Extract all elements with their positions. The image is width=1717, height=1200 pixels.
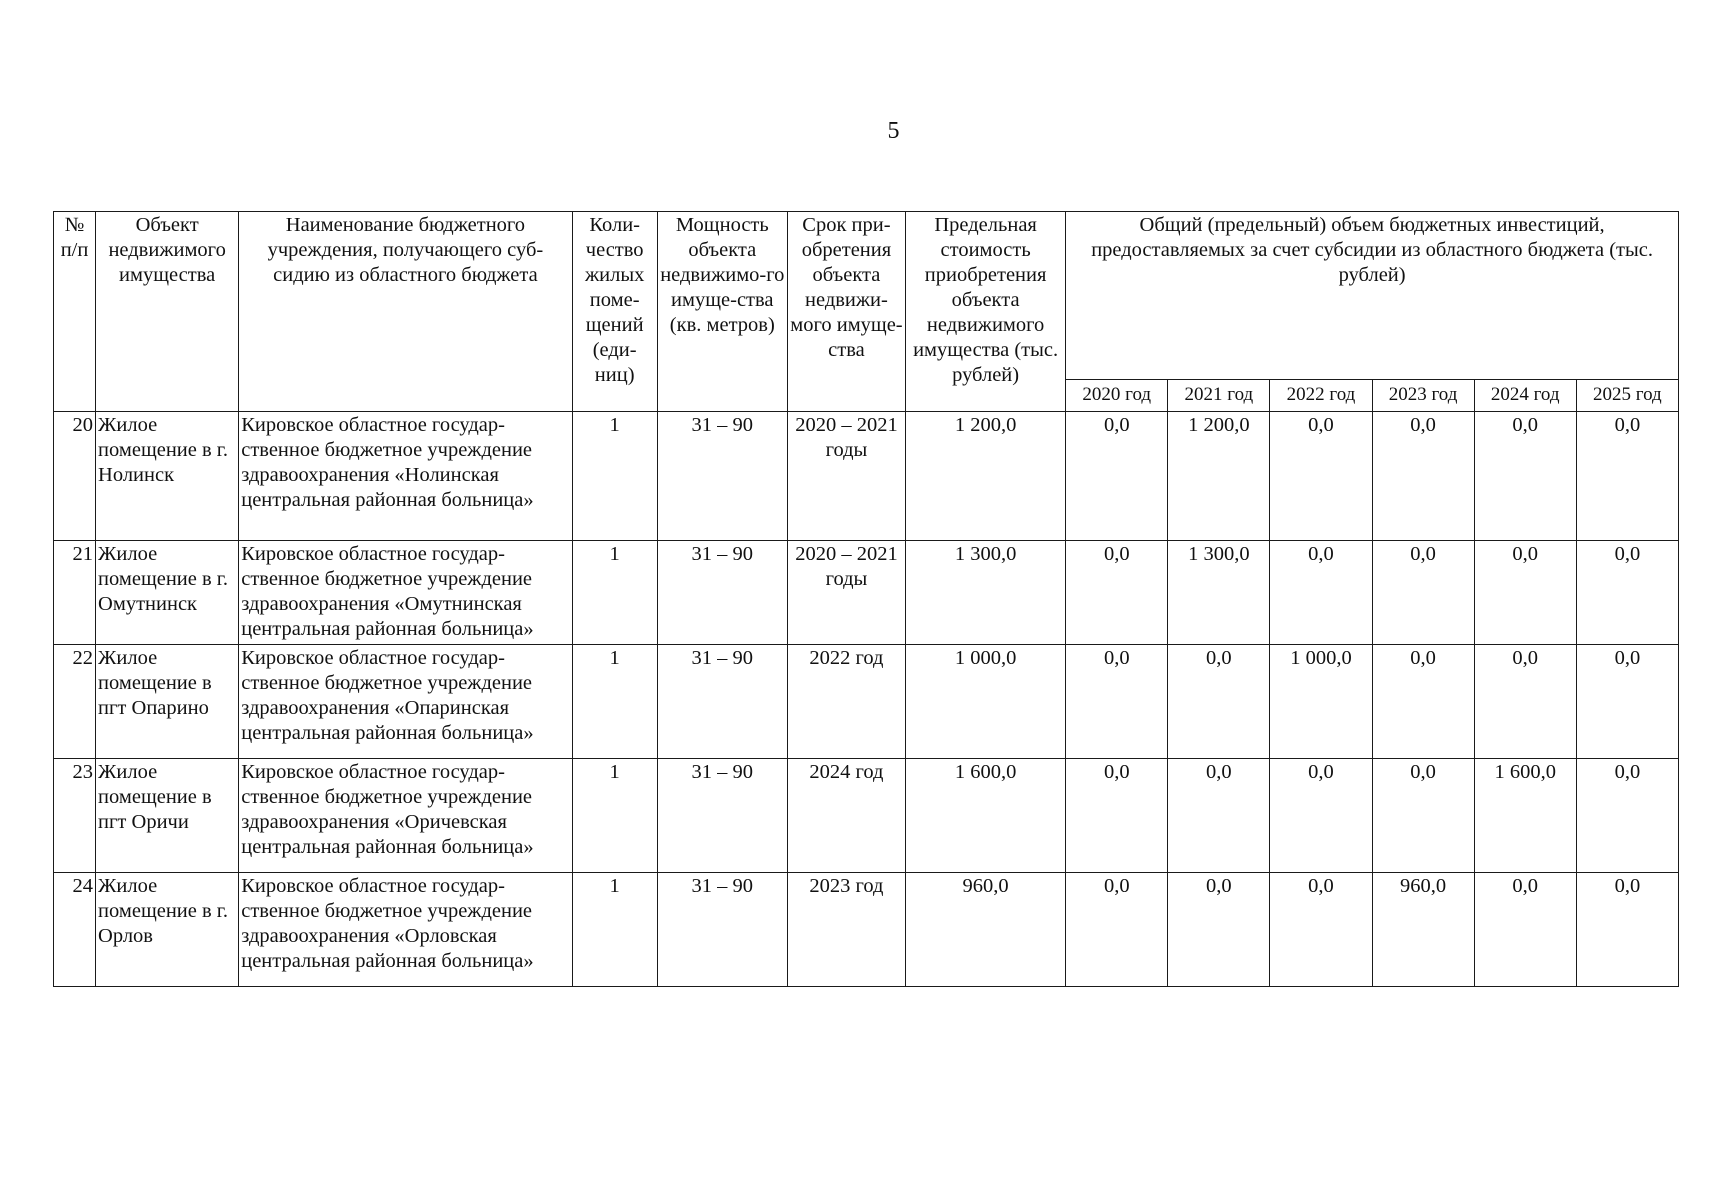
row-num: 22: [54, 645, 96, 759]
row-quantity: 1: [572, 873, 657, 987]
row-cost: 960,0: [906, 873, 1066, 987]
row-institution: Кировское областное государ-ственное бюджетное учреждение здравоохранения «Опаринская центральная районная больница»: [239, 645, 572, 759]
header-capacity: Мощность объекта недвижимо-го имуще-ства (кв. метров): [657, 212, 787, 412]
row-num: 23: [54, 759, 96, 873]
row-year-value: 0,0: [1168, 873, 1270, 987]
table-row: [54, 412, 1679, 541]
row-year-value: 0,0: [1576, 645, 1678, 759]
row-num: 20: [54, 412, 96, 541]
row-term: 2022 год: [787, 645, 905, 759]
header-quantity: Коли-чество жилых поме-щений (еди-ниц): [572, 212, 657, 412]
row-year-value: 1 200,0: [1168, 412, 1270, 541]
row-year-value: 0,0: [1372, 645, 1474, 759]
row-institution: Кировское областное государ-ственное бюджетное учреждение здравоохранения «Оричевская центральная районная больница»: [239, 759, 572, 873]
row-year-value: 1 600,0: [1474, 759, 1576, 873]
row-quantity: 1: [572, 645, 657, 759]
header-year: 2021 год: [1168, 380, 1270, 412]
table-row: [54, 873, 1679, 987]
row-year-value: 0,0: [1474, 412, 1576, 541]
row-object: Жилое помещение в г. Орлов: [96, 873, 239, 987]
row-num: 21: [54, 541, 96, 645]
row-object: Жилое помещение в г. Нолинск: [96, 412, 239, 541]
row-term: 2024 год: [787, 759, 905, 873]
header-year: 2023 год: [1372, 380, 1474, 412]
row-year-value: 0,0: [1576, 873, 1678, 987]
row-cost: 1 300,0: [906, 541, 1066, 645]
row-year-value: 0,0: [1066, 645, 1168, 759]
header-term: Срок при-обретения объекта недвижи-мого имуще-ства: [787, 212, 905, 412]
row-object: Жилое помещение в пгт Опарино: [96, 645, 239, 759]
row-year-value: 0,0: [1372, 541, 1474, 645]
table-row: [54, 541, 1679, 645]
row-year-value: 0,0: [1576, 541, 1678, 645]
row-year-value: 0,0: [1270, 873, 1372, 987]
row-object: Жилое помещение в пгт Оричи: [96, 759, 239, 873]
row-quantity: 1: [572, 759, 657, 873]
row-year-value: 0,0: [1270, 412, 1372, 541]
row-capacity: 31 – 90: [657, 645, 787, 759]
header-year: 2024 год: [1474, 380, 1576, 412]
row-year-value: 0,0: [1576, 412, 1678, 541]
row-year-value: 0,0: [1270, 541, 1372, 645]
row-year-value: 0,0: [1168, 645, 1270, 759]
header-year: 2020 год: [1066, 380, 1168, 412]
row-year-value: 0,0: [1576, 759, 1678, 873]
page-number: 5: [887, 118, 900, 144]
row-year-value: 0,0: [1372, 412, 1474, 541]
row-year-value: 0,0: [1270, 759, 1372, 873]
row-term: 2020 – 2021 годы: [787, 412, 905, 541]
header-num: № п/п: [54, 212, 96, 412]
row-year-value: 0,0: [1168, 759, 1270, 873]
row-cost: 1 600,0: [906, 759, 1066, 873]
row-term: 2020 – 2021 годы: [787, 541, 905, 645]
row-capacity: 31 – 90: [657, 412, 787, 541]
row-year-value: 0,0: [1066, 759, 1168, 873]
row-term: 2023 год: [787, 873, 905, 987]
header-year: 2022 год: [1270, 380, 1372, 412]
row-institution: Кировское областное государ-ственное бюджетное учреждение здравоохранения «Омутнинская центральная районная больница»: [239, 541, 572, 645]
row-capacity: 31 – 90: [657, 541, 787, 645]
investment-table: [53, 211, 1679, 987]
row-object: Жилое помещение в г. Омутнинск: [96, 541, 239, 645]
row-year-value: 0,0: [1066, 873, 1168, 987]
header-max-cost: Предельная стоимость приобретения объекта недвижимого имущества (тыс. рублей): [906, 212, 1066, 412]
row-year-value: 0,0: [1474, 541, 1576, 645]
row-num: 24: [54, 873, 96, 987]
row-year-value: 0,0: [1474, 873, 1576, 987]
header-institution: Наименование бюджетного учреждения, получающего суб-сидию из областного бюджета: [239, 212, 572, 412]
header-total-volume: Общий (предельный) объем бюджетных инвестиций, предоставляемых за счет субсидии из областного бюджета (тыс. рублей): [1066, 212, 1679, 380]
row-quantity: 1: [572, 412, 657, 541]
header-object: Объект недвижимого имущества: [96, 212, 239, 412]
table-row: [54, 759, 1679, 873]
row-year-value: 1 000,0: [1270, 645, 1372, 759]
row-year-value: 0,0: [1474, 645, 1576, 759]
row-year-value: 0,0: [1066, 412, 1168, 541]
row-capacity: 31 – 90: [657, 759, 787, 873]
row-institution: Кировское областное государ-ственное бюджетное учреждение здравоохранения «Нолинская центральная районная больница»: [239, 412, 572, 541]
row-year-value: 1 300,0: [1168, 541, 1270, 645]
row-cost: 1 200,0: [906, 412, 1066, 541]
row-year-value: 960,0: [1372, 873, 1474, 987]
row-capacity: 31 – 90: [657, 873, 787, 987]
header-row: [54, 212, 1679, 380]
row-cost: 1 000,0: [906, 645, 1066, 759]
table-row: [54, 645, 1679, 759]
row-quantity: 1: [572, 541, 657, 645]
row-year-value: 0,0: [1066, 541, 1168, 645]
row-institution: Кировское областное государ-ственное бюджетное учреждение здравоохранения «Орловская центральная районная больница»: [239, 873, 572, 987]
row-year-value: 0,0: [1372, 759, 1474, 873]
header-year: 2025 год: [1576, 380, 1678, 412]
